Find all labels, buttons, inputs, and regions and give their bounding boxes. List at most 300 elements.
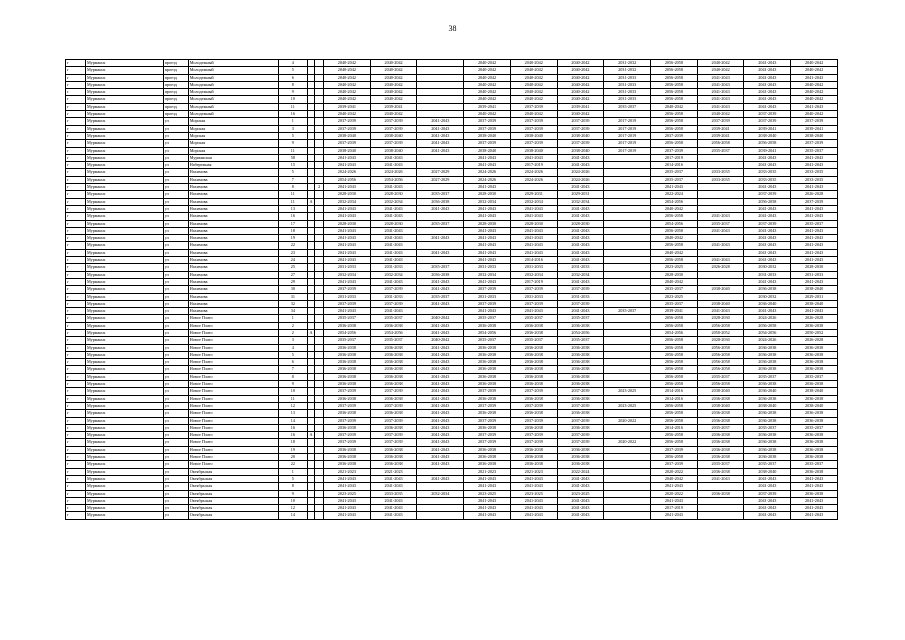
building-letter-cell <box>307 483 315 490</box>
locality-type-cell: г <box>66 395 86 402</box>
period-cell <box>604 169 651 176</box>
block-cell <box>315 497 324 504</box>
period-cell: 2017-2019 <box>604 147 651 154</box>
street-cell: Нахимова <box>188 257 278 264</box>
city-cell: Мурманск <box>86 388 164 395</box>
period-cell: 2040-2042 <box>464 74 511 81</box>
table-row <box>66 176 838 183</box>
period-cell: 2036-2038 <box>697 410 744 417</box>
period-cell: 2040-2042 <box>557 96 604 103</box>
period-cell: 2038-2040 <box>697 402 744 409</box>
period-cell: 2039-2041 <box>791 125 838 132</box>
period-cell: 2036-2040 <box>744 300 791 307</box>
period-cell: 2041-2043 <box>464 162 511 169</box>
period-cell: 2041-2043 <box>744 74 791 81</box>
period-cell: 2041-2043 <box>697 74 744 81</box>
period-cell: 2040-2042 <box>557 89 604 96</box>
city-cell: Мурманск <box>86 461 164 468</box>
house-number-cell: 11 <box>278 198 307 205</box>
street-cell: Молодежный <box>188 96 278 103</box>
period-cell: 2017-2019 <box>510 162 557 169</box>
period-cell: 2036-2038 <box>557 461 604 468</box>
city-cell: Мурманск <box>86 140 164 147</box>
locality-type-cell: г <box>66 205 86 212</box>
city-cell: Мурманск <box>86 490 164 497</box>
block-cell <box>315 205 324 212</box>
period-cell: 2038-2040 <box>510 132 557 139</box>
period-cell: 2041-2043 <box>697 242 744 249</box>
block-cell <box>315 512 324 519</box>
period-cell: 2038-2040 <box>744 402 791 409</box>
period-cell: 2036-2038 <box>697 446 744 453</box>
street-cell: Нахимова <box>188 198 278 205</box>
period-cell: 2040-2042 <box>651 278 698 285</box>
block-cell <box>315 337 324 344</box>
period-cell: 2040-2042 <box>464 81 511 88</box>
street-type-cell: ул <box>163 381 188 388</box>
period-cell: 2035-2037 <box>510 337 557 344</box>
house-number-cell: 1 <box>278 118 307 125</box>
period-cell: 2036-2038 <box>510 359 557 366</box>
period-cell: 2041-2043 <box>791 505 838 512</box>
period-cell: 2032-2034 <box>557 198 604 205</box>
locality-type-cell: г <box>66 89 86 96</box>
period-cell: 2022-2024 <box>557 468 604 475</box>
period-cell: 2035-2037 <box>697 424 744 431</box>
period-cell: 2040-2042 <box>557 60 604 67</box>
period-cell: 2036-2038 <box>324 322 371 329</box>
period-cell: 2036-2038 <box>510 381 557 388</box>
city-cell: Мурманск <box>86 366 164 373</box>
period-cell: 2041-2043 <box>791 227 838 234</box>
city-cell: Мурманск <box>86 147 164 154</box>
period-cell: 2041-2043 <box>324 475 371 482</box>
building-letter-cell <box>307 505 315 512</box>
street-cell: Новое Плато <box>188 395 278 402</box>
period-cell: 2036-2038 <box>557 366 604 373</box>
period-cell: 2035-2037 <box>604 103 651 110</box>
page-number: 38 <box>448 24 457 33</box>
street-type-cell: проезд <box>163 81 188 88</box>
city-cell: Мурманск <box>86 60 164 67</box>
period-cell: 2036-2038 <box>510 329 557 336</box>
city-cell: Мурманск <box>86 497 164 504</box>
period-cell: 2024-2026 <box>324 169 371 176</box>
locality-type-cell: г <box>66 278 86 285</box>
period-cell: 2056-2058 <box>651 140 698 147</box>
period-cell: 2040-2042 <box>324 111 371 118</box>
block-cell <box>315 118 324 125</box>
period-cell: 2041-2043 <box>744 67 791 74</box>
period-cell: 2037-2039 <box>791 140 838 147</box>
period-cell: 2041-2043 <box>744 512 791 519</box>
period-cell: 2028-2030 <box>557 220 604 227</box>
period-cell: 2035-2037 <box>557 315 604 322</box>
period-cell: 2041-2043 <box>510 205 557 212</box>
block-cell <box>315 140 324 147</box>
building-letter-cell <box>307 81 315 88</box>
block-cell <box>315 81 324 88</box>
block-cell <box>315 475 324 482</box>
street-cell: Новое Плато <box>188 381 278 388</box>
city-cell: Мурманск <box>86 103 164 110</box>
street-cell: Молодежный <box>188 111 278 118</box>
period-cell: 2041-2043 <box>744 235 791 242</box>
period-cell <box>697 154 744 161</box>
house-number-cell: 13 <box>278 410 307 417</box>
period-cell: 2036-2038 <box>324 461 371 468</box>
building-letter-cell <box>307 60 315 67</box>
city-cell: Мурманск <box>86 381 164 388</box>
city-cell: Мурманск <box>86 132 164 139</box>
period-cell: 2041-2043 <box>557 257 604 264</box>
period-cell: 2040-2042 <box>510 67 557 74</box>
locality-type-cell: г <box>66 74 86 81</box>
table-row <box>66 257 838 264</box>
period-cell: 2036-2038 <box>791 490 838 497</box>
table-row <box>66 286 838 293</box>
period-cell: 2054-2056 <box>464 329 511 336</box>
street-type-cell: ул <box>163 315 188 322</box>
street-type-cell: проезд <box>163 103 188 110</box>
city-cell: Мурманск <box>86 235 164 242</box>
period-cell: 2036-2038 <box>510 461 557 468</box>
period-cell: 2033-2035 <box>791 169 838 176</box>
period-cell: 2036-2038 <box>744 454 791 461</box>
house-number-cell: 10 <box>278 497 307 504</box>
period-cell: 2036-2038 <box>464 351 511 358</box>
period-cell: 2037-2039 <box>464 432 511 439</box>
table-row <box>66 337 838 344</box>
period-cell: 2014-2016 <box>510 257 557 264</box>
table-row <box>66 424 838 431</box>
building-letter-cell <box>307 424 315 431</box>
table-row <box>66 497 838 504</box>
period-cell: 2037-2039 <box>510 140 557 147</box>
building-letter-cell <box>307 154 315 161</box>
street-cell: Молодежный <box>188 103 278 110</box>
period-cell: 2041-2043 <box>417 140 464 147</box>
house-number-cell: 7 <box>278 176 307 183</box>
table-row <box>66 278 838 285</box>
table-row <box>66 329 838 336</box>
table-row <box>66 308 838 315</box>
period-cell <box>604 162 651 169</box>
period-cell: 2037-2039 <box>324 439 371 446</box>
house-number-cell: 58 <box>278 154 307 161</box>
locality-type-cell: г <box>66 329 86 336</box>
period-cell <box>417 81 464 88</box>
period-cell: 2040-2042 <box>370 81 417 88</box>
period-cell: 2036-2038 <box>464 381 511 388</box>
street-cell: Морская <box>188 132 278 139</box>
period-cell: 2040-2042 <box>370 89 417 96</box>
period-cell: 2035-2037 <box>464 337 511 344</box>
period-cell: 2040-2042 <box>791 96 838 103</box>
building-letter-cell: А <box>307 432 315 439</box>
street-type-cell: ул <box>163 257 188 264</box>
period-cell: 2031-2033 <box>604 74 651 81</box>
period-cell: 2041-2043 <box>557 184 604 191</box>
building-letter-cell <box>307 257 315 264</box>
street-cell: Новое Плато <box>188 410 278 417</box>
period-cell: 2036-2038 <box>464 410 511 417</box>
period-cell: 2041-2043 <box>744 497 791 504</box>
period-cell: 2035-2037 <box>791 461 838 468</box>
period-cell: 2037-2039 <box>464 402 511 409</box>
street-cell: Нахимова <box>188 242 278 249</box>
street-cell: Новое Плато <box>188 329 278 336</box>
period-cell: 2056-2058 <box>651 89 698 96</box>
block-cell <box>315 191 324 198</box>
period-cell: 2041-2043 <box>791 278 838 285</box>
street-type-cell: ул <box>163 147 188 154</box>
period-cell: 2050-2052 <box>697 329 744 336</box>
period-cell: 2041-2043 <box>464 242 511 249</box>
building-letter-cell <box>307 140 315 147</box>
street-type-cell: проезд <box>163 60 188 67</box>
period-cell: 2036-2038 <box>324 366 371 373</box>
period-cell: 2037-2039 <box>464 125 511 132</box>
block-cell <box>315 322 324 329</box>
period-cell: 2036-2038 <box>744 410 791 417</box>
period-cell: 2031-2033 <box>324 264 371 271</box>
city-cell: Мурманск <box>86 439 164 446</box>
period-cell: 2038-2040 <box>697 388 744 395</box>
city-cell: Мурманск <box>86 242 164 249</box>
period-cell: 2041-2043 <box>557 242 604 249</box>
block-cell <box>315 439 324 446</box>
street-type-cell: ул <box>163 235 188 242</box>
locality-type-cell: г <box>66 249 86 256</box>
house-number-cell: 19 <box>278 235 307 242</box>
locality-type-cell: г <box>66 176 86 183</box>
period-cell: 2056-2058 <box>744 140 791 147</box>
period-cell: 2041-2043 <box>744 81 791 88</box>
period-cell: 2054-2056 <box>557 329 604 336</box>
period-cell: 2041-2043 <box>370 154 417 161</box>
period-cell: 2026-2028 <box>791 191 838 198</box>
street-cell: Новое Плато <box>188 315 278 322</box>
period-cell <box>417 512 464 519</box>
street-type-cell: ул <box>163 395 188 402</box>
period-cell: 2041-2043 <box>744 227 791 234</box>
period-cell: 2056-2058 <box>651 417 698 424</box>
period-cell: 2035-2037 <box>651 300 698 307</box>
locality-type-cell: г <box>66 417 86 424</box>
period-cell: 2028-2030 <box>697 337 744 344</box>
period-cell: 2041-2043 <box>464 497 511 504</box>
street-cell: Октябрьская <box>188 497 278 504</box>
period-cell: 2036-2038 <box>510 424 557 431</box>
block-cell <box>315 60 324 67</box>
city-cell: Мурманск <box>86 169 164 176</box>
period-cell: 2041-2043 <box>417 351 464 358</box>
city-cell: Мурманск <box>86 315 164 322</box>
block-cell <box>315 490 324 497</box>
period-cell: 2033-2035 <box>744 176 791 183</box>
period-cell: 2041-2043 <box>744 483 791 490</box>
period-cell: 2041-2043 <box>370 162 417 169</box>
table-row <box>66 373 838 380</box>
period-cell: 2037-2039 <box>464 417 511 424</box>
period-cell: 2031-2033 <box>791 271 838 278</box>
period-cell: 2041-2043 <box>417 249 464 256</box>
period-cell <box>604 315 651 322</box>
period-cell: 2041-2043 <box>324 512 371 519</box>
period-cell: 2041-2043 <box>697 89 744 96</box>
period-cell: 2041-2043 <box>697 96 744 103</box>
period-cell: 2031-2033 <box>370 264 417 271</box>
block-cell <box>315 132 324 139</box>
period-cell: 2041-2043 <box>370 497 417 504</box>
street-cell: Набережная <box>188 162 278 169</box>
period-cell: 2036-2038 <box>464 395 511 402</box>
period-cell: 2040-2042 <box>417 315 464 322</box>
building-letter-cell <box>307 373 315 380</box>
period-cell: 2035-2037 <box>744 424 791 431</box>
period-cell: 2056-2058 <box>651 67 698 74</box>
period-cell: 2033-2035 <box>370 490 417 497</box>
house-number-cell: 2 <box>278 322 307 329</box>
block-cell <box>315 293 324 300</box>
block-cell <box>315 373 324 380</box>
building-letter-cell <box>307 461 315 468</box>
period-cell: 2036-2038 <box>510 366 557 373</box>
period-cell: 2036-2038 <box>744 439 791 446</box>
period-cell: 2033-2035 <box>744 169 791 176</box>
period-cell <box>604 198 651 205</box>
period-cell: 2037-2039 <box>370 125 417 132</box>
period-cell: 2017-2019 <box>604 125 651 132</box>
city-cell: Мурманск <box>86 184 164 191</box>
period-cell: 2036-2038 <box>464 344 511 351</box>
period-cell <box>604 410 651 417</box>
period-cell: 2036-2038 <box>744 366 791 373</box>
house-number-cell: 2 <box>278 329 307 336</box>
period-cell: 2028-2030 <box>324 191 371 198</box>
house-number-cell: 11 <box>278 191 307 198</box>
period-cell: 2041-2043 <box>417 125 464 132</box>
building-letter-cell <box>307 74 315 81</box>
city-cell: Мурманск <box>86 249 164 256</box>
period-cell: 2036-2038 <box>744 344 791 351</box>
period-cell: 2041-2043 <box>744 213 791 220</box>
period-cell: 2023-2025 <box>651 264 698 271</box>
period-cell: 2041-2043 <box>697 227 744 234</box>
house-number-cell: 16 <box>278 432 307 439</box>
building-letter-cell <box>307 213 315 220</box>
building-letter-cell <box>307 89 315 96</box>
street-type-cell: ул <box>163 432 188 439</box>
street-type-cell: ул <box>163 505 188 512</box>
table-row <box>66 468 838 475</box>
building-letter-cell <box>307 96 315 103</box>
locality-type-cell: г <box>66 337 86 344</box>
building-letter-cell <box>307 169 315 176</box>
period-cell: 2041-2043 <box>417 388 464 395</box>
street-cell: Новое Плато <box>188 461 278 468</box>
period-cell <box>604 242 651 249</box>
building-letter-cell <box>307 512 315 519</box>
block-cell <box>315 344 324 351</box>
street-type-cell: ул <box>163 300 188 307</box>
city-cell: Мурманск <box>86 402 164 409</box>
block-cell <box>315 446 324 453</box>
block-cell <box>315 315 324 322</box>
house-number-cell: 11 <box>278 395 307 402</box>
period-cell: 2041-2043 <box>464 475 511 482</box>
period-cell: 2037-2039 <box>744 191 791 198</box>
street-cell: Морская <box>188 118 278 125</box>
period-cell <box>417 89 464 96</box>
period-cell: 2041-2043 <box>651 512 698 519</box>
street-cell: Нахимова <box>188 278 278 285</box>
street-cell: Новое Плато <box>188 344 278 351</box>
period-cell: 2041-2043 <box>464 278 511 285</box>
period-cell <box>604 278 651 285</box>
house-number-cell: 16 <box>278 424 307 431</box>
period-cell: 2041-2043 <box>697 213 744 220</box>
period-cell <box>417 154 464 161</box>
table-row <box>66 300 838 307</box>
period-cell: 2036-2038 <box>791 468 838 475</box>
period-cell <box>417 242 464 249</box>
table-row <box>66 235 838 242</box>
period-cell <box>697 512 744 519</box>
house-number-cell: 18 <box>278 227 307 234</box>
table-row <box>66 395 838 402</box>
period-cell: 2037-2039 <box>651 147 698 154</box>
locality-type-cell: г <box>66 198 86 205</box>
table-row <box>66 227 838 234</box>
period-cell: 2041-2043 <box>791 475 838 482</box>
period-cell: 2041-2043 <box>557 512 604 519</box>
period-cell: 2040-2042 <box>791 111 838 118</box>
house-number-cell: 29 <box>278 278 307 285</box>
city-cell: Мурманск <box>86 293 164 300</box>
period-cell: 2029-2031 <box>791 293 838 300</box>
period-cell: 2041-2043 <box>417 395 464 402</box>
period-cell: 2054-2056 <box>324 329 371 336</box>
period-cell: 2028-2030 <box>464 191 511 198</box>
building-letter-cell <box>307 132 315 139</box>
block-cell <box>315 162 324 169</box>
period-cell: 2038-2040 <box>370 132 417 139</box>
period-cell: 2036-2038 <box>510 395 557 402</box>
period-cell: 2041-2043 <box>370 257 417 264</box>
building-letter-cell <box>307 264 315 271</box>
period-cell: 2041-2043 <box>510 512 557 519</box>
period-cell: 2032-2034 <box>370 198 417 205</box>
period-cell: 2014-2016 <box>651 424 698 431</box>
table-row <box>66 388 838 395</box>
period-cell: 2037-2039 <box>324 125 371 132</box>
locality-type-cell: г <box>66 446 86 453</box>
period-cell: 2036-2038 <box>510 344 557 351</box>
period-cell: 2041-2043 <box>370 308 417 315</box>
table-row <box>66 125 838 132</box>
block-cell <box>315 417 324 424</box>
period-cell <box>417 103 464 110</box>
period-cell: 2041-2043 <box>370 278 417 285</box>
city-cell: Мурманск <box>86 220 164 227</box>
locality-type-cell: г <box>66 184 86 191</box>
table-row <box>66 293 838 300</box>
house-number-cell: 20 <box>278 454 307 461</box>
block-cell <box>315 461 324 468</box>
period-cell <box>697 198 744 205</box>
